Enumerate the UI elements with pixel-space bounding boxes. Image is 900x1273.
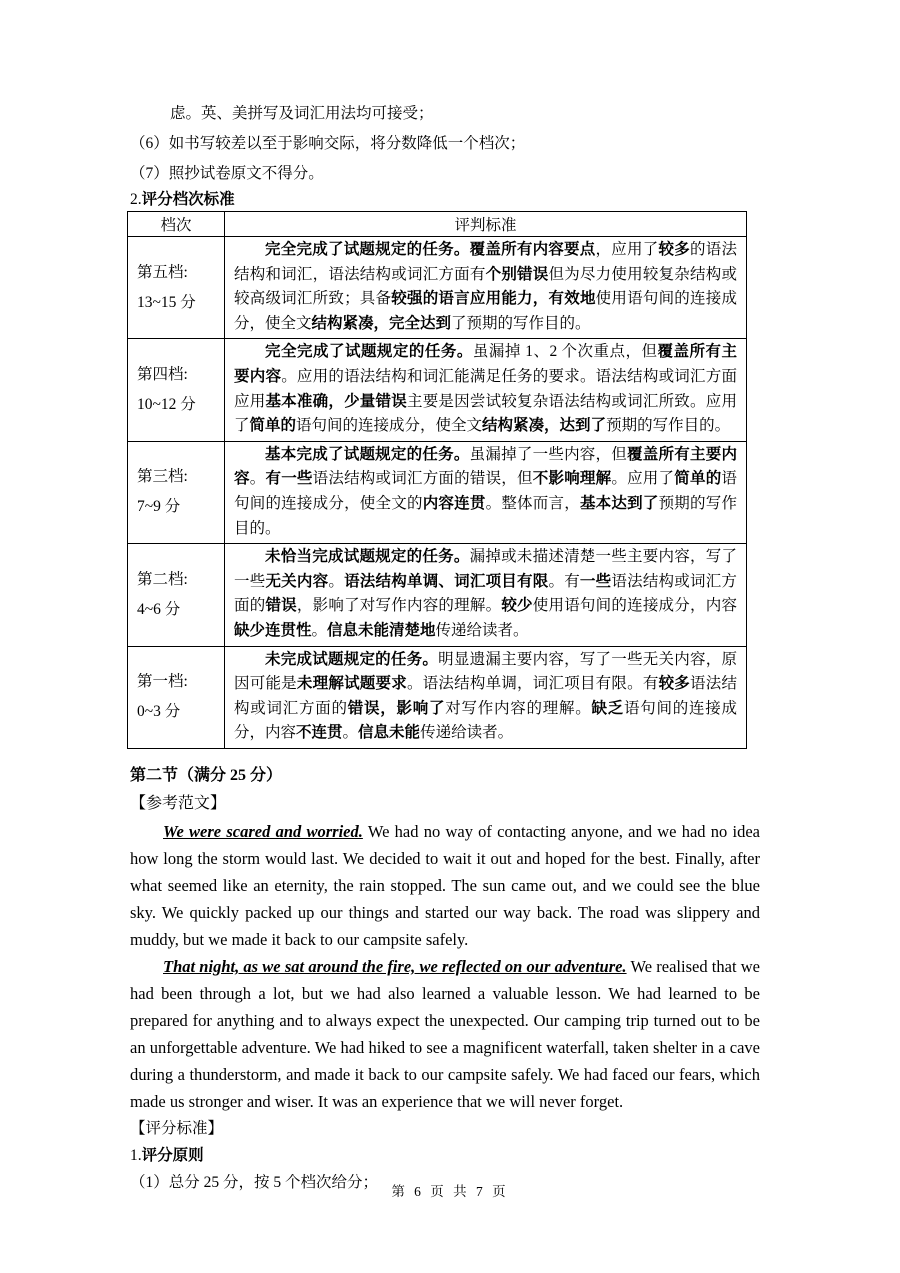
- criteria-cell: 完全完成了试题规定的任务。虽漏掉 1、2 个次重点，但覆盖所有主要内容。应用的语法结构和词汇能满足任务的要求。语法结构或词汇方面应用基本准确，少量错误主要是因尝试较复杂语法结构或词汇所致。应用了简单的语句间的连接成分，使全文结构紧凑，达到了预期的写作目的。: [225, 339, 747, 441]
- table-row: [128, 237, 747, 339]
- table-row: [128, 544, 747, 646]
- page-footer: [0, 1180, 900, 1200]
- criteria-cell: 未恰当完成试题规定的任务。漏掉或未描述清楚一些主要内容，写了一些无关内容。语法结构单调、词汇项目有限。有一些语法结构或词汇方面的错误，影响了对写作内容的理解。较少使用语句间的连接成分，内容缺少连贯性。信息未能清楚地传递给读者。: [225, 544, 747, 646]
- rule-item-7: （7）照抄试卷原文不得分。: [130, 165, 324, 182]
- criteria-cell: 完全完成了试题规定的任务。覆盖所有内容要点，应用了较多的语法结构和词汇，语法结构或词汇方面有个别错误但为尽力使用较复杂结构或较高级词汇所致；具备较强的语言应用能力，有效地使用语句间的连接成分，使全文结构紧凑，完全达到了预期的写作目的。: [225, 237, 747, 339]
- score-range: 0~3 分: [137, 703, 181, 721]
- page-content: [130, 99, 764, 1196]
- score-range: 7~9 分: [137, 498, 181, 516]
- essay-lead-sentence-1: We were scared and worried.: [163, 821, 363, 841]
- scoring-principles-title: 评分原则: [141, 1146, 204, 1164]
- level-cell: [128, 544, 225, 646]
- essay-paragraph-1: [130, 818, 760, 953]
- score-range: 10~12 分: [137, 396, 196, 414]
- table-row: [128, 339, 747, 441]
- level-label: 第一档:: [137, 673, 188, 691]
- level-label: 第四档:: [137, 366, 188, 384]
- section2-heading: 第二节（满分 25 分）: [130, 766, 283, 784]
- criteria-cell: 未完成试题规定的任务。明显遗漏主要内容，写了一些无关内容，原因可能是未理解试题要求。语法结构单调，词汇项目有限。有较多语法结构或词汇方面的错误，影响了对写作内容的理解。缺乏语句间的连接成分，内容不连贯。信息未能传递给读者。: [225, 646, 747, 748]
- scoring-principle-item-1: （1）总分 25 分，按 5 个档次给分；: [130, 1173, 379, 1191]
- level-label: 第二档:: [137, 570, 188, 588]
- level-label: 第三档:: [137, 468, 188, 486]
- table-header-row: [128, 212, 747, 237]
- scoring-principles-heading: [130, 1142, 764, 1169]
- level-cell: [128, 441, 225, 543]
- grading-table: [127, 211, 747, 749]
- scoring-criteria-label: 【评分标准】: [130, 1119, 224, 1137]
- essay-body-2: We realised that we had been through a lot, but we had also learned a valuable lesson. We had learned to be prepared for anything and to always expect the unexpected. Our camping trip turned out to be an unforgettable adventure. We had hiked to see a magnificent waterfall, taken shelter in a cave during a thunderstorm, and made it back to our campsite safely. We had faced our fears, which made us stronger and wiser. It was an experience that we will never forget.: [130, 956, 760, 1111]
- score-range: 13~15 分: [137, 293, 196, 311]
- essay-lead-sentence-2: That night, as we sat around the fire, we reflected on our adventure.: [163, 956, 627, 976]
- rule-continuation-line: 虑。英、美拼写及词汇用法均可接受；: [170, 105, 434, 122]
- grading-scale-heading-number: 2.: [130, 191, 142, 208]
- level-label: 第五档:: [137, 263, 188, 281]
- rule-item-6: （6）如书写较差以至于影响交际，将分数降低一个档次；: [130, 135, 526, 152]
- table-row: [128, 441, 747, 543]
- scoring-principles-number: 1.: [130, 1146, 142, 1164]
- reference-essay-label: 【参考范文】: [130, 794, 227, 812]
- essay-paragraph-2: [130, 953, 760, 1115]
- page-number: 第 6 页 共 7 页: [391, 1184, 509, 1199]
- table-header-criteria: 评判标准: [225, 212, 747, 237]
- table-row: [128, 646, 747, 748]
- level-cell: [128, 237, 225, 339]
- level-cell: [128, 646, 225, 748]
- essay-body-1: We had no way of contacting anyone, and we had no idea how long the storm would last. We decided to wait it out and hoped for the best. Finally, after what seemed like an eternity, the rain stopped. The sun came out, and we could see the blue sky. We quickly packed up our things and started our way back. The road was slippery and muddy, but we made it back to our campsite safely.: [130, 821, 761, 949]
- level-cell: [128, 339, 225, 441]
- grading-scale-heading: [130, 189, 764, 211]
- criteria-cell: 基本完成了试题规定的任务。虽漏掉了一些内容，但覆盖所有主要内容。有一些语法结构或词汇方面的错误，但不影响理解。应用了简单的语句间的连接成分，使全文的内容连贯。整体而言，基本达到了预期的写作目的。: [225, 441, 747, 543]
- grading-scale-heading-title: 评分档次标准: [141, 191, 235, 208]
- score-range: 4~6 分: [137, 600, 181, 618]
- table-header-level: 档次: [128, 212, 225, 237]
